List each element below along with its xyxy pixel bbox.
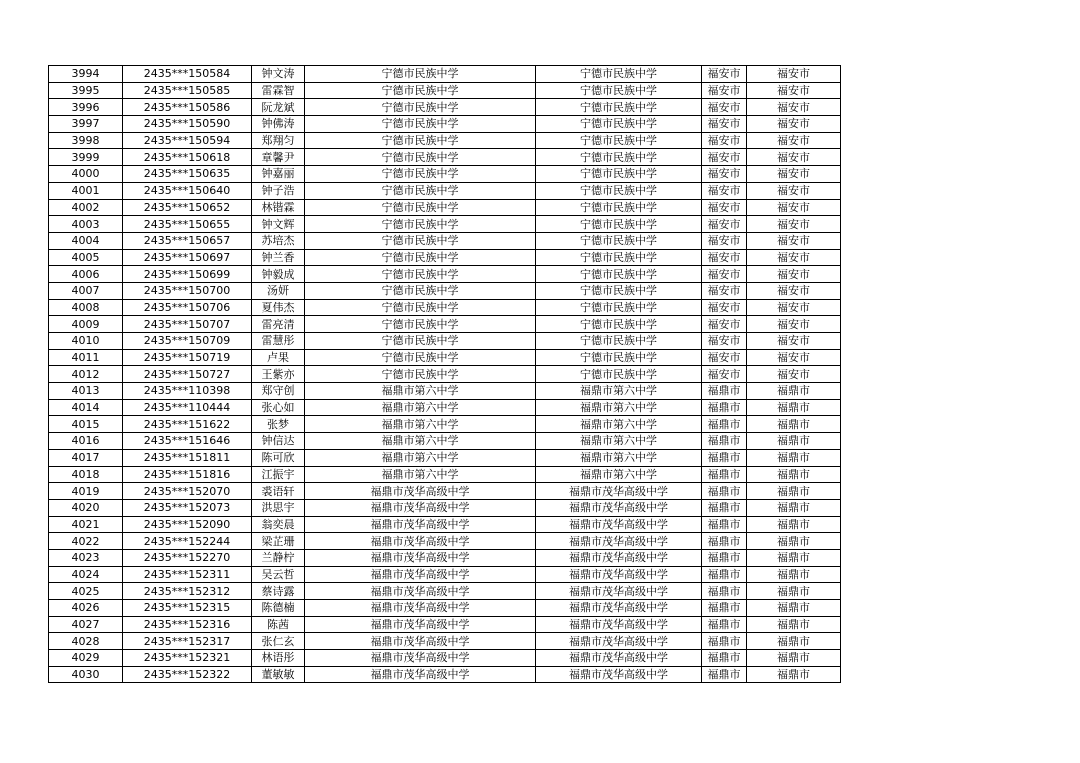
exam-id-cell: 2435***150640 [123, 182, 252, 199]
county-cell: 福鼎市 [702, 449, 747, 466]
table-row [49, 650, 841, 667]
admitting-school-cell: 宁德市民族中学 [536, 216, 702, 233]
school-cell: 福鼎市茂华高级中学 [305, 533, 536, 550]
exam-id-cell: 2435***150590 [123, 116, 252, 133]
county-cell: 福鼎市 [702, 566, 747, 583]
admitting-school-cell: 福鼎市第六中学 [536, 449, 702, 466]
city-cell: 福安市 [747, 216, 841, 233]
county-cell: 福鼎市 [702, 399, 747, 416]
exam-id-cell: 2435***151646 [123, 433, 252, 450]
school-cell: 福鼎市第六中学 [305, 449, 536, 466]
school-cell: 宁德市民族中学 [305, 216, 536, 233]
city-cell: 福安市 [747, 299, 841, 316]
student-name-cell: 蔡诗露 [252, 583, 305, 600]
row-number-cell: 4021 [49, 516, 123, 533]
row-number-cell: 4007 [49, 282, 123, 299]
city-cell: 福鼎市 [747, 633, 841, 650]
admitting-school-cell: 福鼎市茂华高级中学 [536, 499, 702, 516]
city-cell: 福鼎市 [747, 383, 841, 400]
table-row [49, 116, 841, 133]
city-cell: 福安市 [747, 99, 841, 116]
exam-id-cell: 2435***150727 [123, 366, 252, 383]
table-row [49, 316, 841, 333]
table-row [49, 516, 841, 533]
row-number-cell: 4005 [49, 249, 123, 266]
school-cell: 宁德市民族中学 [305, 99, 536, 116]
student-name-cell: 吴云哲 [252, 566, 305, 583]
table-row [49, 533, 841, 550]
student-name-cell: 翁奕晨 [252, 516, 305, 533]
county-cell: 福鼎市 [702, 433, 747, 450]
row-number-cell: 4024 [49, 566, 123, 583]
admitting-school-cell: 宁德市民族中学 [536, 266, 702, 283]
city-cell: 福鼎市 [747, 616, 841, 633]
exam-id-cell: 2435***150586 [123, 99, 252, 116]
student-name-cell: 钟子浩 [252, 182, 305, 199]
table-row [49, 232, 841, 249]
table-row [49, 449, 841, 466]
county-cell: 福鼎市 [702, 600, 747, 617]
exam-id-cell: 2435***151622 [123, 416, 252, 433]
student-name-cell: 钟文辉 [252, 216, 305, 233]
student-name-cell: 钟佛涛 [252, 116, 305, 133]
admitting-school-cell: 宁德市民族中学 [536, 282, 702, 299]
exam-id-cell: 2435***150618 [123, 149, 252, 166]
admitting-school-cell: 宁德市民族中学 [536, 149, 702, 166]
student-name-cell: 雷慧彤 [252, 333, 305, 350]
county-cell: 福安市 [702, 116, 747, 133]
table-row [49, 299, 841, 316]
county-cell: 福鼎市 [702, 383, 747, 400]
row-number-cell: 4027 [49, 616, 123, 633]
city-cell: 福安市 [747, 66, 841, 83]
student-name-cell: 夏伟杰 [252, 299, 305, 316]
student-name-cell: 董敏敏 [252, 666, 305, 683]
county-cell: 福鼎市 [702, 499, 747, 516]
admitting-school-cell: 福鼎市茂华高级中学 [536, 483, 702, 500]
county-cell: 福安市 [702, 199, 747, 216]
city-cell: 福鼎市 [747, 516, 841, 533]
admitting-school-cell: 福鼎市茂华高级中学 [536, 516, 702, 533]
school-cell: 宁德市民族中学 [305, 82, 536, 99]
school-cell: 福鼎市茂华高级中学 [305, 516, 536, 533]
admitting-school-cell: 福鼎市茂华高级中学 [536, 616, 702, 633]
school-cell: 福鼎市茂华高级中学 [305, 600, 536, 617]
table-row [49, 266, 841, 283]
admitting-school-cell: 宁德市民族中学 [536, 333, 702, 350]
county-cell: 福安市 [702, 266, 747, 283]
table-row [49, 600, 841, 617]
school-cell: 宁德市民族中学 [305, 182, 536, 199]
row-number-cell: 4023 [49, 549, 123, 566]
city-cell: 福安市 [747, 116, 841, 133]
school-cell: 宁德市民族中学 [305, 349, 536, 366]
county-cell: 福鼎市 [702, 666, 747, 683]
admitting-school-cell: 福鼎市茂华高级中学 [536, 650, 702, 667]
admitting-school-cell: 宁德市民族中学 [536, 132, 702, 149]
exam-id-cell: 2435***152270 [123, 549, 252, 566]
row-number-cell: 4000 [49, 166, 123, 183]
row-number-cell: 3997 [49, 116, 123, 133]
county-cell: 福安市 [702, 333, 747, 350]
exam-id-cell: 2435***152322 [123, 666, 252, 683]
table-row [49, 416, 841, 433]
table-body [49, 66, 841, 683]
admitting-school-cell: 宁德市民族中学 [536, 232, 702, 249]
student-name-cell: 卢果 [252, 349, 305, 366]
exam-id-cell: 2435***152070 [123, 483, 252, 500]
row-number-cell: 4002 [49, 199, 123, 216]
city-cell: 福鼎市 [747, 399, 841, 416]
exam-id-cell: 2435***152312 [123, 583, 252, 600]
school-cell: 福鼎市茂华高级中学 [305, 499, 536, 516]
row-number-cell: 4022 [49, 533, 123, 550]
admitting-school-cell: 宁德市民族中学 [536, 316, 702, 333]
exam-id-cell: 2435***150652 [123, 199, 252, 216]
school-cell: 福鼎市第六中学 [305, 399, 536, 416]
table-row [49, 149, 841, 166]
row-number-cell: 4016 [49, 433, 123, 450]
row-number-cell: 4019 [49, 483, 123, 500]
city-cell: 福鼎市 [747, 583, 841, 600]
row-number-cell: 4001 [49, 182, 123, 199]
student-name-cell: 张梦 [252, 416, 305, 433]
exam-id-cell: 2435***151811 [123, 449, 252, 466]
county-cell: 福安市 [702, 166, 747, 183]
exam-id-cell: 2435***150584 [123, 66, 252, 83]
row-number-cell: 4020 [49, 499, 123, 516]
county-cell: 福安市 [702, 299, 747, 316]
student-name-cell: 苏培杰 [252, 232, 305, 249]
row-number-cell: 4025 [49, 583, 123, 600]
table-row [49, 666, 841, 683]
school-cell: 宁德市民族中学 [305, 333, 536, 350]
school-cell: 福鼎市茂华高级中学 [305, 633, 536, 650]
county-cell: 福鼎市 [702, 549, 747, 566]
student-name-cell: 林锴霖 [252, 199, 305, 216]
row-number-cell: 4004 [49, 232, 123, 249]
city-cell: 福鼎市 [747, 483, 841, 500]
admitting-school-cell: 福鼎市茂华高级中学 [536, 600, 702, 617]
city-cell: 福安市 [747, 266, 841, 283]
exam-id-cell: 2435***152311 [123, 566, 252, 583]
admitting-school-cell: 宁德市民族中学 [536, 366, 702, 383]
student-name-cell: 兰静柠 [252, 549, 305, 566]
school-cell: 福鼎市茂华高级中学 [305, 650, 536, 667]
city-cell: 福鼎市 [747, 533, 841, 550]
table-row [49, 249, 841, 266]
table-row [49, 633, 841, 650]
student-name-cell: 裘语轩 [252, 483, 305, 500]
exam-id-cell: 2435***150697 [123, 249, 252, 266]
exam-id-cell: 2435***150706 [123, 299, 252, 316]
county-cell: 福安市 [702, 366, 747, 383]
table-row [49, 483, 841, 500]
table-row [49, 333, 841, 350]
admitting-school-cell: 宁德市民族中学 [536, 199, 702, 216]
exam-id-cell: 2435***152321 [123, 650, 252, 667]
school-cell: 宁德市民族中学 [305, 132, 536, 149]
student-name-cell: 钟兰香 [252, 249, 305, 266]
row-number-cell: 4030 [49, 666, 123, 683]
school-cell: 宁德市民族中学 [305, 266, 536, 283]
school-cell: 福鼎市茂华高级中学 [305, 549, 536, 566]
row-number-cell: 4006 [49, 266, 123, 283]
city-cell: 福鼎市 [747, 566, 841, 583]
county-cell: 福安市 [702, 349, 747, 366]
school-cell: 宁德市民族中学 [305, 149, 536, 166]
city-cell: 福鼎市 [747, 499, 841, 516]
city-cell: 福安市 [747, 199, 841, 216]
admitting-school-cell: 福鼎市第六中学 [536, 466, 702, 483]
county-cell: 福鼎市 [702, 533, 747, 550]
student-name-cell: 陈茜 [252, 616, 305, 633]
table-row [49, 499, 841, 516]
admitting-school-cell: 福鼎市第六中学 [536, 383, 702, 400]
exam-id-cell: 2435***152244 [123, 533, 252, 550]
county-cell: 福安市 [702, 249, 747, 266]
table-row [49, 433, 841, 450]
school-cell: 福鼎市茂华高级中学 [305, 483, 536, 500]
row-number-cell: 3999 [49, 149, 123, 166]
student-name-cell: 汤妍 [252, 282, 305, 299]
school-cell: 宁德市民族中学 [305, 232, 536, 249]
city-cell: 福安市 [747, 282, 841, 299]
admitting-school-cell: 宁德市民族中学 [536, 349, 702, 366]
admitting-school-cell: 宁德市民族中学 [536, 99, 702, 116]
school-cell: 福鼎市茂华高级中学 [305, 666, 536, 683]
table-row [49, 216, 841, 233]
county-cell: 福鼎市 [702, 583, 747, 600]
exam-id-cell: 2435***152073 [123, 499, 252, 516]
table-row [49, 282, 841, 299]
table-row [49, 383, 841, 400]
row-number-cell: 4010 [49, 333, 123, 350]
student-name-cell: 雷亮清 [252, 316, 305, 333]
county-cell: 福安市 [702, 66, 747, 83]
county-cell: 福安市 [702, 149, 747, 166]
row-number-cell: 4028 [49, 633, 123, 650]
school-cell: 福鼎市第六中学 [305, 416, 536, 433]
row-number-cell: 4011 [49, 349, 123, 366]
admitting-school-cell: 福鼎市茂华高级中学 [536, 566, 702, 583]
school-cell: 宁德市民族中学 [305, 199, 536, 216]
admitting-school-cell: 福鼎市第六中学 [536, 399, 702, 416]
city-cell: 福安市 [747, 182, 841, 199]
row-number-cell: 4015 [49, 416, 123, 433]
school-cell: 福鼎市茂华高级中学 [305, 616, 536, 633]
table-row [49, 566, 841, 583]
admitting-school-cell: 宁德市民族中学 [536, 82, 702, 99]
table-row [49, 549, 841, 566]
exam-id-cell: 2435***150594 [123, 132, 252, 149]
student-name-cell: 洪思宇 [252, 499, 305, 516]
row-number-cell: 4026 [49, 600, 123, 617]
table-row [49, 66, 841, 83]
county-cell: 福鼎市 [702, 650, 747, 667]
exam-id-cell: 2435***152317 [123, 633, 252, 650]
city-cell: 福鼎市 [747, 433, 841, 450]
student-name-cell: 钟信达 [252, 433, 305, 450]
student-name-cell: 钟毅成 [252, 266, 305, 283]
table-row [49, 366, 841, 383]
exam-id-cell: 2435***110444 [123, 399, 252, 416]
school-cell: 宁德市民族中学 [305, 299, 536, 316]
city-cell: 福鼎市 [747, 466, 841, 483]
county-cell: 福鼎市 [702, 633, 747, 650]
school-cell: 宁德市民族中学 [305, 66, 536, 83]
row-number-cell: 4013 [49, 383, 123, 400]
school-cell: 福鼎市第六中学 [305, 466, 536, 483]
school-cell: 宁德市民族中学 [305, 316, 536, 333]
county-cell: 福安市 [702, 316, 747, 333]
exam-id-cell: 2435***150657 [123, 232, 252, 249]
admitting-school-cell: 宁德市民族中学 [536, 166, 702, 183]
county-cell: 福鼎市 [702, 416, 747, 433]
school-cell: 宁德市民族中学 [305, 366, 536, 383]
admitting-school-cell: 福鼎市茂华高级中学 [536, 533, 702, 550]
table-row [49, 399, 841, 416]
student-name-cell: 郑翔匀 [252, 132, 305, 149]
admitting-school-cell: 宁德市民族中学 [536, 249, 702, 266]
school-cell: 福鼎市茂华高级中学 [305, 583, 536, 600]
school-cell: 宁德市民族中学 [305, 282, 536, 299]
exam-id-cell: 2435***110398 [123, 383, 252, 400]
table-row [49, 583, 841, 600]
row-number-cell: 3994 [49, 66, 123, 83]
row-number-cell: 3995 [49, 82, 123, 99]
admitting-school-cell: 宁德市民族中学 [536, 116, 702, 133]
row-number-cell: 4018 [49, 466, 123, 483]
school-cell: 宁德市民族中学 [305, 116, 536, 133]
table-row [49, 349, 841, 366]
exam-id-cell: 2435***150585 [123, 82, 252, 99]
student-name-cell: 阮龙斌 [252, 99, 305, 116]
admitting-school-cell: 宁德市民族中学 [536, 66, 702, 83]
city-cell: 福安市 [747, 249, 841, 266]
row-number-cell: 4012 [49, 366, 123, 383]
student-name-cell: 郑守创 [252, 383, 305, 400]
city-cell: 福鼎市 [747, 549, 841, 566]
county-cell: 福安市 [702, 132, 747, 149]
exam-id-cell: 2435***152316 [123, 616, 252, 633]
table-row [49, 132, 841, 149]
admitting-school-cell: 福鼎市茂华高级中学 [536, 549, 702, 566]
exam-id-cell: 2435***150719 [123, 349, 252, 366]
table-row [49, 166, 841, 183]
city-cell: 福安市 [747, 316, 841, 333]
admitting-school-cell: 福鼎市第六中学 [536, 433, 702, 450]
student-name-cell: 张心如 [252, 399, 305, 416]
student-name-cell: 江振宇 [252, 466, 305, 483]
student-name-cell: 林语彤 [252, 650, 305, 667]
city-cell: 福安市 [747, 82, 841, 99]
student-name-cell: 张仁玄 [252, 633, 305, 650]
row-number-cell: 4029 [49, 650, 123, 667]
city-cell: 福安市 [747, 149, 841, 166]
county-cell: 福安市 [702, 82, 747, 99]
admitting-school-cell: 宁德市民族中学 [536, 182, 702, 199]
student-name-cell: 雷霖智 [252, 82, 305, 99]
admitting-school-cell: 福鼎市茂华高级中学 [536, 633, 702, 650]
county-cell: 福安市 [702, 282, 747, 299]
exam-id-cell: 2435***150699 [123, 266, 252, 283]
city-cell: 福安市 [747, 132, 841, 149]
table-row [49, 616, 841, 633]
county-cell: 福鼎市 [702, 466, 747, 483]
admitting-school-cell: 福鼎市茂华高级中学 [536, 583, 702, 600]
county-cell: 福鼎市 [702, 483, 747, 500]
city-cell: 福安市 [747, 349, 841, 366]
row-number-cell: 3998 [49, 132, 123, 149]
exam-id-cell: 2435***150700 [123, 282, 252, 299]
school-cell: 宁德市民族中学 [305, 166, 536, 183]
city-cell: 福安市 [747, 232, 841, 249]
exam-id-cell: 2435***152090 [123, 516, 252, 533]
admission-list-table [48, 65, 841, 683]
county-cell: 福安市 [702, 216, 747, 233]
table-row [49, 82, 841, 99]
county-cell: 福安市 [702, 232, 747, 249]
city-cell: 福鼎市 [747, 650, 841, 667]
city-cell: 福鼎市 [747, 449, 841, 466]
row-number-cell: 4009 [49, 316, 123, 333]
row-number-cell: 4017 [49, 449, 123, 466]
table-row [49, 99, 841, 116]
table-row [49, 466, 841, 483]
table-row [49, 182, 841, 199]
exam-id-cell: 2435***152315 [123, 600, 252, 617]
student-name-cell: 钟文涛 [252, 66, 305, 83]
exam-id-cell: 2435***150635 [123, 166, 252, 183]
school-cell: 福鼎市茂华高级中学 [305, 566, 536, 583]
city-cell: 福鼎市 [747, 600, 841, 617]
county-cell: 福鼎市 [702, 516, 747, 533]
exam-id-cell: 2435***151816 [123, 466, 252, 483]
row-number-cell: 3996 [49, 99, 123, 116]
row-number-cell: 4008 [49, 299, 123, 316]
student-name-cell: 陈可欣 [252, 449, 305, 466]
city-cell: 福鼎市 [747, 416, 841, 433]
admitting-school-cell: 福鼎市茂华高级中学 [536, 666, 702, 683]
row-number-cell: 4014 [49, 399, 123, 416]
student-name-cell: 王紫亦 [252, 366, 305, 383]
student-name-cell: 陈德楠 [252, 600, 305, 617]
table-row [49, 199, 841, 216]
admitting-school-cell: 福鼎市第六中学 [536, 416, 702, 433]
student-name-cell: 梁芷珊 [252, 533, 305, 550]
row-number-cell: 4003 [49, 216, 123, 233]
exam-id-cell: 2435***150655 [123, 216, 252, 233]
county-cell: 福安市 [702, 99, 747, 116]
student-name-cell: 章馨尹 [252, 149, 305, 166]
admitting-school-cell: 宁德市民族中学 [536, 299, 702, 316]
exam-id-cell: 2435***150707 [123, 316, 252, 333]
school-cell: 福鼎市第六中学 [305, 383, 536, 400]
city-cell: 福安市 [747, 366, 841, 383]
city-cell: 福安市 [747, 333, 841, 350]
city-cell: 福安市 [747, 166, 841, 183]
county-cell: 福安市 [702, 182, 747, 199]
city-cell: 福鼎市 [747, 666, 841, 683]
county-cell: 福鼎市 [702, 616, 747, 633]
student-name-cell: 钟嘉丽 [252, 166, 305, 183]
school-cell: 福鼎市第六中学 [305, 433, 536, 450]
school-cell: 宁德市民族中学 [305, 249, 536, 266]
exam-id-cell: 2435***150709 [123, 333, 252, 350]
